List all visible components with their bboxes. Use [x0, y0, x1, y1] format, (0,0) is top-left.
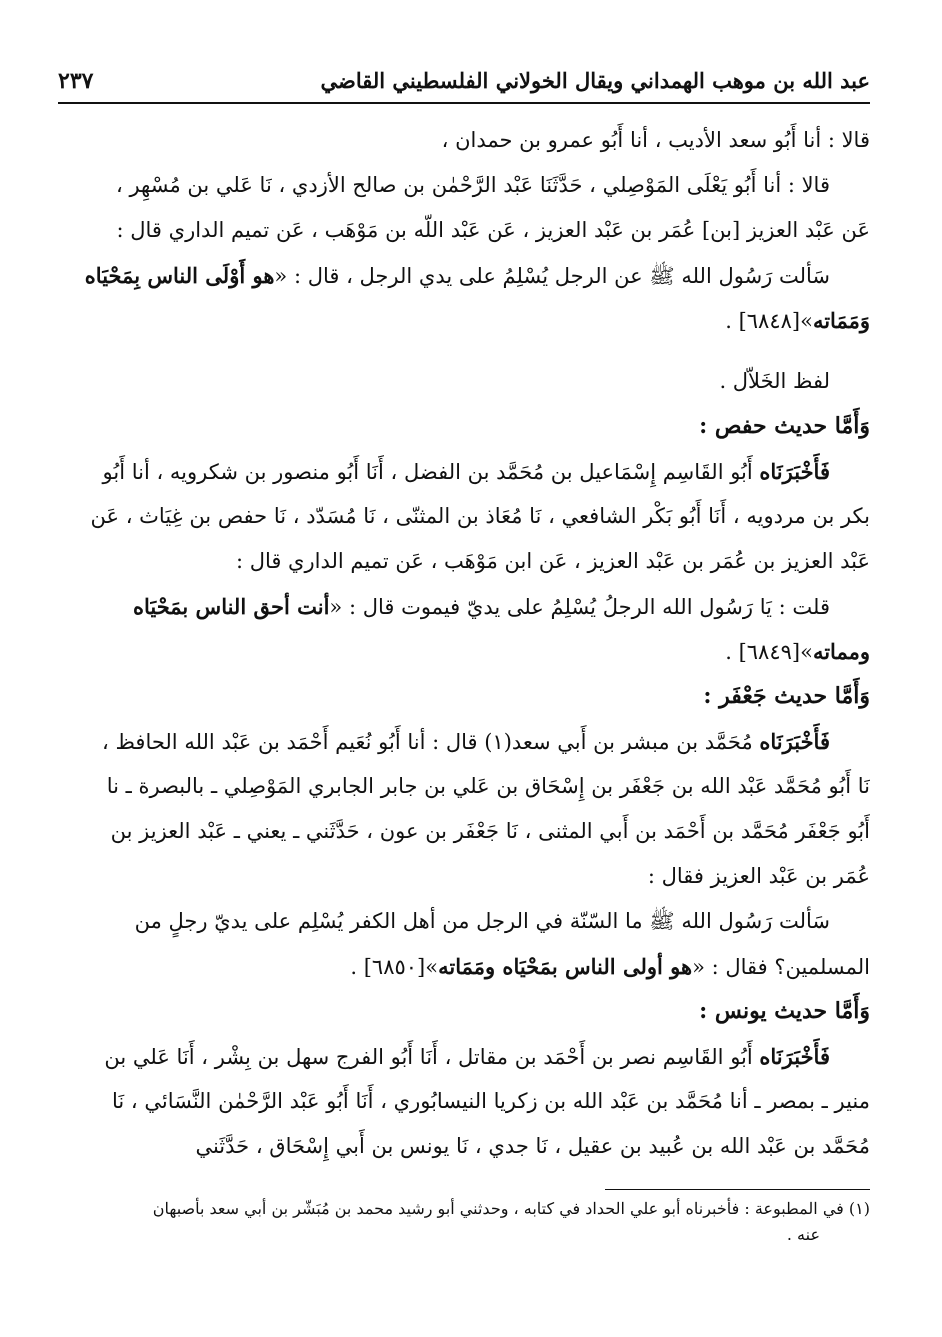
- footnote-line: (١) في المطبوعة : فأخبرناه أبو علي الحداد في كتابه ، وحدثني أبو رشيد محمد بن مُبَشّر بن أبي سعد بأصبهان: [152, 1199, 870, 1218]
- chain-text: أَبُو القَاسِم نصر بن أَحْمَد بن مقاتل ، أَنَا أَبُو الفرج سهل بن بِشْر ، أَنَا عَلي بن: [104, 1045, 760, 1069]
- heading-label: وَأَمَّا حديث: [774, 998, 870, 1024]
- text-line: بكر بن مردويه ، أَنَا أَبُو بَكْر الشافعي ، نَا مُعَاذ بن المثنّى ، نَا مُسَدّد ، نَا حفص بن غِيَاث ، عَن: [90, 504, 870, 528]
- text-line: [58, 449, 870, 494]
- page-number: ٢٣٧: [58, 68, 94, 94]
- hadith-quote: وَمَمَاته: [812, 308, 870, 333]
- running-title: عبد الله بن موهب الهمداني ويقال الخولاني الفلسطيني القاضي: [320, 68, 870, 93]
- footnote-line: عنه .: [786, 1225, 820, 1244]
- chain-start: فَأَخْبَرَنَاه: [759, 1044, 830, 1069]
- text-line: عَبْد العزيز بن عُمَر بن عَبْد العزيز ، عَن ابن مَوْهَب ، عَن تميم الداري قال :: [235, 549, 870, 573]
- text-line: [58, 1034, 870, 1079]
- chain-text: مُحَمَّد بن مبشر بن أَبي سعد(١) قال : أنا أَبُو نُعَيم أَحْمَد بن عَبْد الله الحافظ ،: [102, 730, 760, 754]
- heading-name: حفص :: [699, 413, 775, 439]
- hadith-text: [58, 944, 870, 989]
- text-line: أَبُو جَعْفَر مُحَمَّد بن أَحْمَد بن أَبي المثنى ، نَا جَعْفَر بن عون ، حَدَّثَني ـ يعني ـ عَبْد العزيز بن: [110, 819, 870, 843]
- hadith-quote: هو أَوْلَى الناس بِمَحْيَاه: [84, 263, 275, 288]
- hadith-lead: قلت : يَا رَسُول الله الرجلُ يُسْلِمُ على يديّ فيموت قال : «: [329, 595, 830, 619]
- hadith-lead: المسلمين؟ فقال : «: [692, 955, 870, 979]
- hadith-text: [58, 629, 870, 674]
- heading-label: وَأَمَّا حديث: [774, 413, 870, 439]
- text-line: قالا : أنا أَبُو سعد الأديب ، أنا أَبُو عمرو بن حمدان ،: [441, 128, 870, 152]
- text-line: عَن عَبْد العزيز [بن] عُمَر بن عَبْد العزيز ، عَن عَبْد اللّه بن مَوْهَب ، عَن تميم الداري قال :: [116, 218, 870, 242]
- hadith-text: [58, 298, 870, 343]
- hadith-quote: ومماته: [812, 639, 870, 664]
- section-heading: [58, 989, 870, 1034]
- chain-start: فَأَخْبَرَنَاه: [759, 459, 830, 484]
- section-heading: [58, 404, 870, 449]
- hadith-quote: هو أولى الناس بمَحْيَاه ومَمَاته: [438, 954, 693, 979]
- text-line: عُمَر بن عَبْد العزيز فقال :: [647, 864, 870, 888]
- hadith-lead: سَألت رَسُول الله ﷺ عن الرجل يُسْلِمُ على يدي الرجل ، قال : «: [274, 264, 830, 288]
- hadith-ref: »[٦٨٤٨] .: [725, 309, 813, 333]
- chain-start: فَأَخْبَرَنَاه: [759, 729, 830, 754]
- hadith-quote: أنت أحق الناس بمَحْيَاه: [132, 594, 330, 619]
- hadith-ref: »[٦٨٥٠] .: [350, 955, 439, 979]
- hadith-text: سَألت رَسُول الله ﷺ ما السّنّة في الرجل من أهل الكفر يُسْلِم على يديّ رجلٍ من: [134, 909, 830, 933]
- hadith-text: [58, 584, 870, 629]
- text-line: لفظ الخَلاّل .: [719, 369, 830, 393]
- text-line: مُحَمَّد بن عَبْد الله بن عُبيد بن عقيل ، نَا جدي ، نَا يونس بن أَبي إِسْحَاق ، حَدَّثَني: [195, 1134, 870, 1158]
- heading-name: يونس :: [699, 998, 775, 1024]
- section-heading: [58, 674, 870, 719]
- page-body: [58, 118, 870, 1169]
- page-header: [58, 62, 870, 104]
- text-line: [58, 719, 870, 764]
- heading-label: وَأَمَّا حديث: [774, 683, 870, 709]
- text-line: نَا أَبُو مُحَمَّد عَبْد الله بن جَعْفَر بن إِسْحَاق بن عَلي بن جابر الجابري المَوْصِلي ـ بالبصرة ـ نا: [106, 774, 870, 798]
- text-line: منير ـ بمصر ـ أنا مُحَمَّد بن عَبْد الله بن زكريا النيسابُوري ، أَنَا أَبُو عَبْد الرَّحْمٰن النَّسَائي ، نَا: [111, 1089, 870, 1113]
- chain-text: أَبُو القَاسِم إِسْمَاعيل بن مُحَمَّد بن الفضل ، أَنَا أَبُو منصور بن شكرويه ، أنا أَبُو: [102, 460, 760, 484]
- hadith-ref: »[٦٨٤٩] .: [725, 640, 813, 664]
- book-page: [58, 62, 870, 1312]
- hadith-text: [58, 253, 870, 298]
- heading-name: جَعْفَر :: [703, 683, 775, 709]
- footnote-separator: [605, 1189, 870, 1190]
- text-line: قالا : أنا أَبُو يَعْلَى المَوْصِلي ، حَدَّثَنَا عَبْد الرَّحْمٰن بن صالح الأزدي ، نَا عَلي بن مُسْهِر ،: [116, 173, 830, 197]
